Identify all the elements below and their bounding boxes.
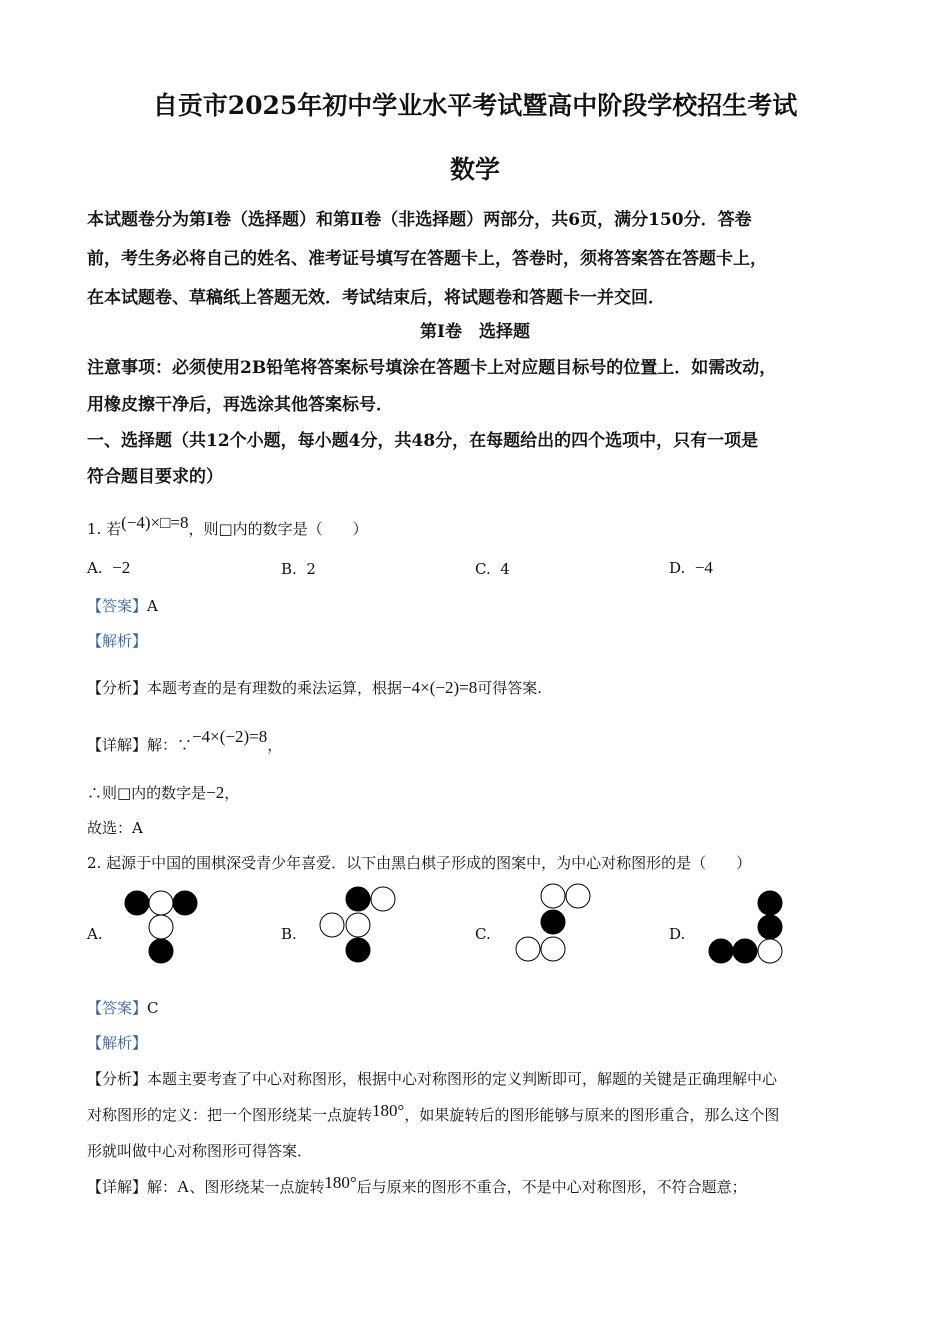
q2-answer-tag: 【答案】 [87, 999, 148, 1017]
stone-white [320, 913, 344, 937]
stone-white [541, 937, 565, 961]
q1-stem-math: (−4)×□=8 [121, 513, 189, 532]
q2-fenxi-line-2-suffix: ，如果旋转后的图形能够与原来的图形重合，那么这个图 [404, 1106, 780, 1124]
q1-option-c-value: 4 [500, 560, 510, 578]
q1-detail-tag: 【详解】 [87, 736, 148, 754]
stone-black [733, 939, 757, 963]
q1-fenxi-tag: 【分析】 [87, 679, 148, 697]
q2-option-d-letter: D. [669, 925, 686, 943]
q1-therefore-suffix: ， [224, 784, 240, 802]
q2-detail-suffix: 后与原来的图形不重合，不是中心对称图形，不符合题意； [356, 1178, 747, 1196]
q2-figure-c [508, 880, 600, 968]
q2-fenxi-line-3: 形就叫做中心对称图形可得答案． [87, 1142, 313, 1160]
part-heading-line-1: 一、选择题（共12个小题，每小题4分，共48分，在每题给出的四个选项中，只有一项是 [87, 431, 759, 451]
q1-therefore-math: −2 [206, 783, 225, 802]
stone-black [346, 887, 370, 911]
q1-stem-suffix: ，则□内的数字是（ ） [188, 520, 368, 538]
q2-fenxi-line-2-prefix: 对称图形的定义：把一个图形绕某一点旋转 [87, 1106, 373, 1124]
stone-white [541, 884, 565, 908]
q1-option-d-letter: D. [669, 559, 686, 577]
notice-line-2: 用橡皮擦干净后，再选涂其他答案标号． [87, 395, 393, 415]
q2-fenxi-line-1-text: 本题主要考查了中心对称图形，根据中心对称图形的定义判断即可，解题的关键是正确理解中心 [147, 1070, 778, 1088]
q2-detail-letter: A [177, 1177, 190, 1196]
q2-figure-d [703, 887, 787, 969]
q1-stem [87, 513, 368, 539]
stone-black [125, 891, 149, 915]
q1-option-b [281, 560, 316, 578]
exam-title: 自贡市2025年初中学业水平考试暨高中阶段学校招生考试 [152, 91, 798, 120]
q2-detail [87, 1173, 747, 1197]
stone-white [149, 915, 173, 939]
q2-detail-mid: 、图形绕某一点旋转 [189, 1178, 325, 1196]
q1-option-c [475, 560, 510, 578]
stone-white [149, 891, 173, 915]
q1-option-a-value: −2 [112, 558, 131, 577]
q2-fenxi-line-2 [87, 1101, 780, 1125]
q1-answer-value: A [147, 597, 158, 615]
q1-therefore-prefix: ∴则□内的数字是 [87, 784, 207, 802]
q2-stem: 2. 起源于中国的围棋深受青少年喜爱．以下由黑白棋子形成的图案中，为中心对称图形的是（ ） [87, 854, 752, 872]
q2-option-b-letter: B. [281, 925, 297, 943]
q2-detail-prefix: 解： [147, 1178, 178, 1196]
q1-answer [87, 595, 158, 616]
q1-option-a-letter: A. [87, 559, 103, 577]
q1-option-c-letter: C. [475, 560, 491, 578]
q1-detail-prefix: 解：∵ [147, 736, 193, 754]
q2-detail-math: 180° [324, 1173, 357, 1192]
q2-option-a-letter: A. [87, 925, 103, 943]
q2-detail-tag: 【详解】 [87, 1178, 148, 1196]
stone-white [566, 884, 590, 908]
stone-black [173, 891, 197, 915]
q1-analysis-tag: 【解析】 [87, 632, 148, 650]
q1-detail [87, 727, 283, 755]
q1-detail-suffix: ， [267, 736, 283, 754]
part-heading-line-2: 符合题目要求的） [87, 467, 223, 487]
notice-line-1: 注意事项：必须使用2B铅笔将答案标号填涂在答题卡上对应题目标号的位置上．如需改动， [87, 358, 777, 378]
q1-option-a [87, 558, 130, 578]
q1-option-d [669, 558, 713, 578]
stone-white [758, 939, 782, 963]
intro-line-3: 在本试题卷、草稿纸上答题无效．考试结束后，将试题卷和答题卡一并交回． [87, 288, 665, 308]
stone-white [516, 937, 540, 961]
stone-black [346, 938, 370, 962]
stone-black [709, 939, 733, 963]
q2-figure-b [312, 883, 402, 967]
intro-line-1: 本试题卷分为第Ⅰ卷（选择题）和第Ⅱ卷（非选择题）两部分，共6页，满分150分．答卷 [87, 210, 752, 230]
q2-fenxi-line-2-math: 180° [372, 1101, 405, 1120]
intro-line-2: 前，考生务必将自己的姓名、准考证号填写在答题卡上，答卷时，须将答案答在答题卡上， [87, 249, 767, 269]
q2-fenxi-line-1 [87, 1068, 777, 1089]
q1-answer-tag: 【答案】 [87, 597, 148, 615]
section-heading: 第Ⅰ卷 选择题 [420, 322, 530, 342]
subject-title: 数学 [449, 155, 500, 184]
q2-answer [87, 997, 159, 1018]
q2-figure-a [120, 887, 206, 967]
q2-option-c-letter: C. [475, 925, 491, 943]
stone-black [149, 939, 173, 963]
q2-fenxi-tag: 【分析】 [87, 1070, 148, 1088]
q2-answer-value: C [147, 999, 159, 1017]
stone-black [758, 891, 782, 915]
stone-black [758, 915, 782, 939]
q1-detail-math: −4×(−2)=8 [192, 727, 268, 746]
q1-option-b-value: 2 [306, 560, 316, 578]
stone-black [541, 910, 565, 934]
q1-fenxi [87, 677, 542, 698]
q1-therefore [87, 782, 239, 803]
q1-choose: 故选：A [87, 819, 143, 837]
q1-option-b-letter: B. [281, 560, 297, 578]
q1-fenxi-prefix: 本题考查的是有理数的乘法运算，根据 [147, 679, 403, 697]
q1-stem-prefix: 1. 若 [87, 520, 122, 538]
stone-white [371, 887, 395, 911]
q1-fenxi-math: −4×(−2)=8 [402, 678, 478, 697]
q1-fenxi-suffix: 可得答案. [477, 679, 542, 697]
stone-white [346, 913, 370, 937]
q2-analysis-tag: 【解析】 [87, 1034, 148, 1052]
q1-option-d-value: −4 [694, 558, 713, 577]
